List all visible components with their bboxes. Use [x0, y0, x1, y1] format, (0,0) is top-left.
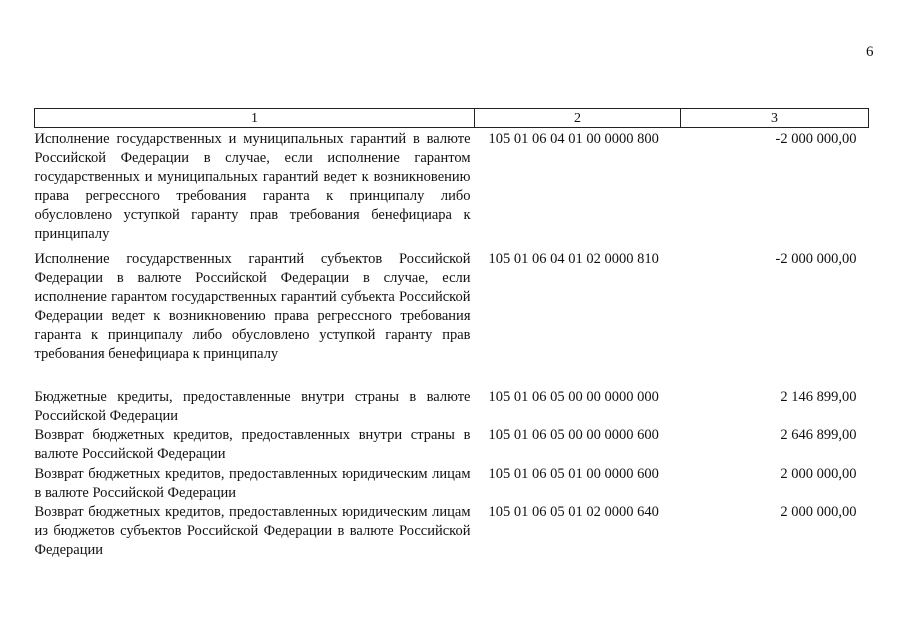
table-row	[35, 388, 869, 426]
table-header-row	[35, 109, 869, 128]
table-row	[35, 465, 869, 503]
row-amount: 2 000 000,00	[780, 466, 857, 482]
row-budget-code: 105 01 06 05 01 02 0000 640	[488, 504, 659, 520]
column-header-3: 3	[681, 109, 869, 128]
table-row	[35, 503, 869, 560]
row-budget-code: 105 01 06 05 01 00 0000 600	[488, 466, 659, 482]
table-row	[35, 128, 869, 251]
row-budget-code: 105 01 06 04 01 02 0000 810	[488, 251, 659, 267]
row-description: Исполнение государственных гарантий субъектов Российской Федерации в валюте Российской Федерации в случае, если исполнение гарантом государственных гарантий субъекта Российской Федерации ведет к возникновению права регрессного требования гаранта к принципалу либо обусловлено уступкой гаранту прав требования бенефициара к принципалу	[34, 251, 471, 362]
column-header-1: 1	[35, 109, 475, 128]
row-description: Бюджетные кредиты, предоставленные внутри страны в валюте Российской Федерации	[34, 389, 471, 424]
page-number: 6	[866, 44, 874, 60]
row-description: Возврат бюджетных кредитов, предоставленных внутри страны в валюте Российской Федерации	[34, 427, 471, 462]
column-header-2: 2	[475, 109, 681, 128]
budget-sources-table	[34, 108, 869, 560]
row-amount: -2 000 000,00	[775, 131, 857, 147]
table-row	[35, 426, 869, 465]
row-amount: -2 000 000,00	[775, 251, 857, 267]
row-budget-code: 105 01 06 05 00 00 0000 000	[488, 389, 659, 405]
row-budget-code: 105 01 06 05 00 00 0000 600	[488, 427, 659, 443]
row-description: Исполнение государственных и муниципальных гарантий в валюте Российской Федерации в случае, если исполнение гарантом государственных и муниципальных гарантий ведет к возникновению права регрессного требования гаранта к принципалу либо обусловлено уступкой гаранту прав требования бенефициара к принципалу	[34, 131, 471, 242]
row-amount: 2 146 899,00	[780, 389, 857, 405]
table-row	[35, 250, 869, 388]
row-budget-code: 105 01 06 04 01 00 0000 800	[488, 131, 659, 147]
row-amount: 2 646 899,00	[780, 427, 857, 443]
row-amount: 2 000 000,00	[780, 504, 857, 520]
row-description: Возврат бюджетных кредитов, предоставленных юридическим лицам из бюджетов субъектов Российской Федерации в валюте Российской Федерации	[34, 504, 471, 558]
row-description: Возврат бюджетных кредитов, предоставленных юридическим лицам в валюте Российской Федерации	[34, 466, 471, 501]
